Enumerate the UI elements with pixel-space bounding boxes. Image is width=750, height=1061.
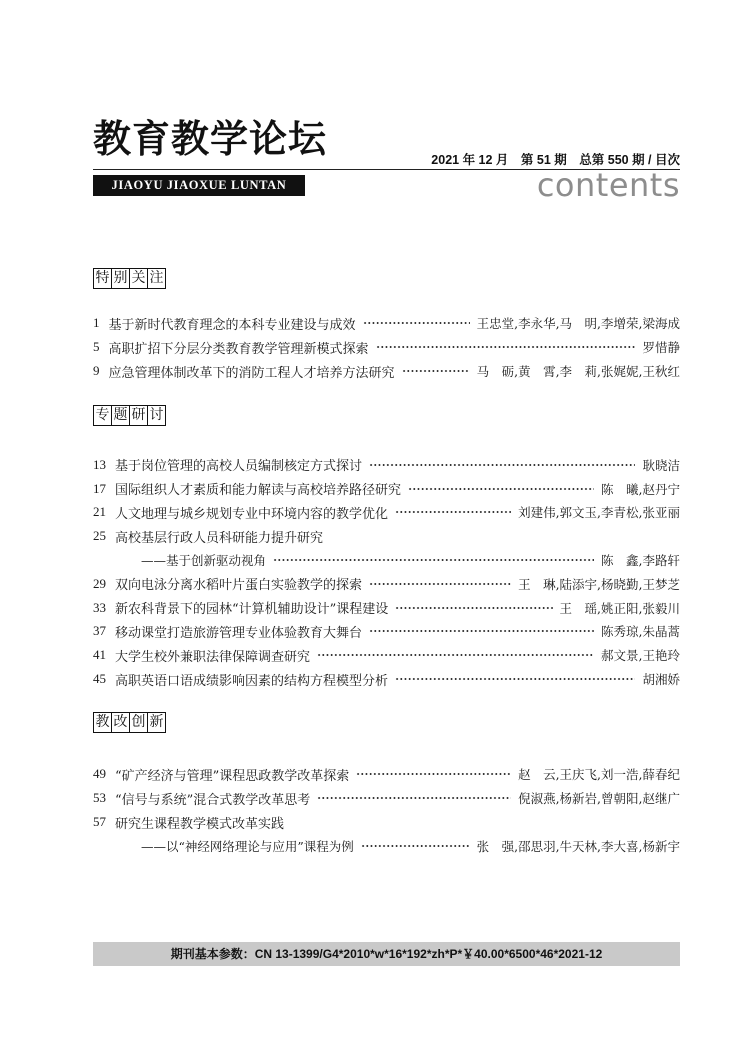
section-heading-char: 题 bbox=[112, 405, 130, 426]
entry-page: 33 bbox=[93, 599, 106, 615]
toc-entry bbox=[93, 786, 680, 810]
toc-entry bbox=[93, 596, 680, 620]
entry-title: 移动课堂打造旅游管理专业体验教育大舞台 bbox=[115, 625, 363, 641]
dot-leader bbox=[395, 677, 635, 681]
entry-authors: 王 瑶,姚正阳,张毅川 bbox=[559, 600, 680, 616]
dot-leader bbox=[395, 510, 511, 514]
toc-entry bbox=[93, 311, 680, 335]
dot-leader bbox=[317, 796, 511, 800]
section-heading-char: 改 bbox=[112, 712, 130, 733]
section-heading-char: 关 bbox=[130, 268, 148, 289]
section-heading-char: 新 bbox=[148, 712, 166, 733]
journal-parameters-band: 期刊基本参数：CN 13-1399/G4*2010*w*16*192*zh*P*￥40.00*6500*46*2021-12 bbox=[93, 942, 680, 966]
section-entries bbox=[93, 762, 680, 858]
entry-page: 1 bbox=[93, 315, 100, 330]
entry-authors: 王忠堂,李永华,马 明,李增荣,梁海成 bbox=[476, 316, 680, 331]
issue-info: 2021 年 12 月 第 51 期 总第 550 期 / 目次 bbox=[431, 153, 680, 167]
section-heading-char: 专 bbox=[93, 405, 112, 426]
section-heading bbox=[93, 268, 166, 289]
entry-title: 高职英语口语成绩影响因素的结构方程模型分析 bbox=[115, 673, 389, 689]
section-heading bbox=[93, 712, 166, 733]
toc-entry bbox=[93, 335, 680, 359]
entry-authors: 马 砺,黄 霄,李 莉,张娓妮,王秋红 bbox=[476, 364, 680, 379]
toc-entry bbox=[93, 501, 680, 525]
entry-page: 5 bbox=[93, 339, 100, 354]
toc-entry bbox=[93, 524, 680, 548]
entry-title: 高校基层行政人员科研能力提升研究 bbox=[115, 530, 324, 546]
entry-page: 25 bbox=[93, 528, 106, 544]
entry-authors: 罗惜静 bbox=[642, 340, 680, 355]
journal-pinyin-banner: JIAOYU JIAOXUE LUNTAN bbox=[93, 175, 305, 196]
toc-entry bbox=[93, 477, 680, 501]
entry-title: 新农科背景下的园林“计算机辅助设计”课程建设 bbox=[115, 602, 389, 618]
dot-leader bbox=[317, 653, 594, 657]
dot-leader bbox=[356, 772, 511, 776]
dot-leader bbox=[369, 463, 635, 467]
entry-page: 37 bbox=[93, 623, 106, 639]
entry-title: 研究生课程教学模式改革实践 bbox=[115, 816, 285, 832]
entry-subtitle: ——基于创新驱动视角 bbox=[141, 553, 267, 569]
dot-leader bbox=[273, 558, 594, 562]
entry-page: 57 bbox=[93, 814, 106, 829]
entry-subtitle: ——以“神经网络理论与应用”课程为例 bbox=[141, 839, 354, 854]
entry-authors: 陈 鑫,李路轩 bbox=[601, 553, 680, 569]
section-entries bbox=[93, 311, 680, 383]
toc-entry bbox=[93, 572, 680, 596]
toc-entry bbox=[93, 810, 680, 834]
entry-authors: 耿晓洁 bbox=[642, 457, 680, 473]
entry-title: 双向电泳分离水稻叶片蛋白实验教学的探索 bbox=[115, 578, 363, 594]
dot-leader bbox=[369, 582, 511, 586]
entry-page: 49 bbox=[93, 766, 106, 781]
section-heading-char: 研 bbox=[130, 405, 148, 426]
dot-leader bbox=[361, 844, 470, 848]
toc-entry-subtitle-line bbox=[93, 834, 680, 858]
entry-page: 13 bbox=[93, 456, 106, 472]
section-heading-char: 特 bbox=[93, 268, 112, 289]
section-heading bbox=[93, 405, 166, 426]
toc-entry bbox=[93, 359, 680, 383]
section-entries bbox=[93, 453, 680, 691]
entry-authors: 赵 云,王庆飞,刘一浩,薛春纪 bbox=[518, 767, 680, 782]
dot-leader bbox=[376, 345, 636, 349]
entry-title: 基于新时代教育理念的本科专业建设与成效 bbox=[108, 317, 356, 333]
entry-title: “信号与系统”混合式教学改革思考 bbox=[115, 792, 311, 808]
toc-entry bbox=[93, 453, 680, 477]
section-heading-char: 别 bbox=[112, 268, 130, 289]
entry-page: 53 bbox=[93, 790, 106, 805]
entry-page: 17 bbox=[93, 480, 106, 496]
section-heading-char: 讨 bbox=[148, 405, 166, 426]
entry-authors: 陈 曦,赵丹宁 bbox=[601, 481, 680, 497]
section-heading-char: 创 bbox=[130, 712, 148, 733]
entry-title: 人文地理与城乡规划专业中环境内容的教学优化 bbox=[115, 506, 389, 522]
dot-leader bbox=[363, 321, 470, 325]
entry-authors: 陈秀琼,朱晶蒿 bbox=[601, 624, 680, 640]
contents-label: contents bbox=[536, 166, 680, 204]
entry-page: 29 bbox=[93, 575, 106, 591]
toc-entry bbox=[93, 643, 680, 667]
entry-page: 45 bbox=[93, 671, 106, 687]
journal-title: 教育教学论坛 bbox=[93, 117, 328, 161]
toc-entry bbox=[93, 762, 680, 786]
toc-entry-subtitle-line bbox=[93, 548, 680, 572]
entry-title: “矿产经济与管理”课程思政教学改革探索 bbox=[115, 768, 350, 784]
entry-title: 大学生校外兼职法律保障调查研究 bbox=[115, 649, 311, 665]
dot-leader bbox=[402, 369, 470, 373]
entry-authors: 刘建伟,郭文玉,李青松,张亚丽 bbox=[518, 505, 680, 521]
entry-authors: 胡湘娇 bbox=[642, 672, 680, 688]
entry-authors: 张 强,邵思羽,牛天林,李大喜,杨新宇 bbox=[476, 839, 680, 854]
toc-entry bbox=[93, 620, 680, 644]
entry-page: 41 bbox=[93, 647, 106, 663]
section-heading-char: 注 bbox=[148, 268, 166, 289]
toc-entry bbox=[93, 667, 680, 691]
dot-leader bbox=[408, 487, 594, 491]
entry-title: 基于岗位管理的高校人员编制核定方式探讨 bbox=[115, 459, 363, 475]
entry-title: 高职扩招下分层分类教育教学管理新模式探索 bbox=[108, 341, 369, 357]
entry-authors: 倪淑燕,杨新岩,曾朝阳,赵继广 bbox=[518, 791, 680, 806]
entry-authors: 郝文景,王艳玲 bbox=[601, 648, 680, 664]
section-heading-char: 教 bbox=[93, 712, 112, 733]
entry-page: 21 bbox=[93, 504, 106, 520]
entry-authors: 王 琳,陆添宇,杨晓勤,王梦芝 bbox=[518, 576, 680, 592]
dot-leader bbox=[369, 629, 594, 633]
dot-leader bbox=[395, 606, 552, 610]
entry-page: 9 bbox=[93, 363, 100, 378]
entry-title: 国际组织人才素质和能力解读与高校培养路径研究 bbox=[115, 483, 402, 499]
entry-title: 应急管理体制改革下的消防工程人才培养方法研究 bbox=[108, 365, 395, 381]
